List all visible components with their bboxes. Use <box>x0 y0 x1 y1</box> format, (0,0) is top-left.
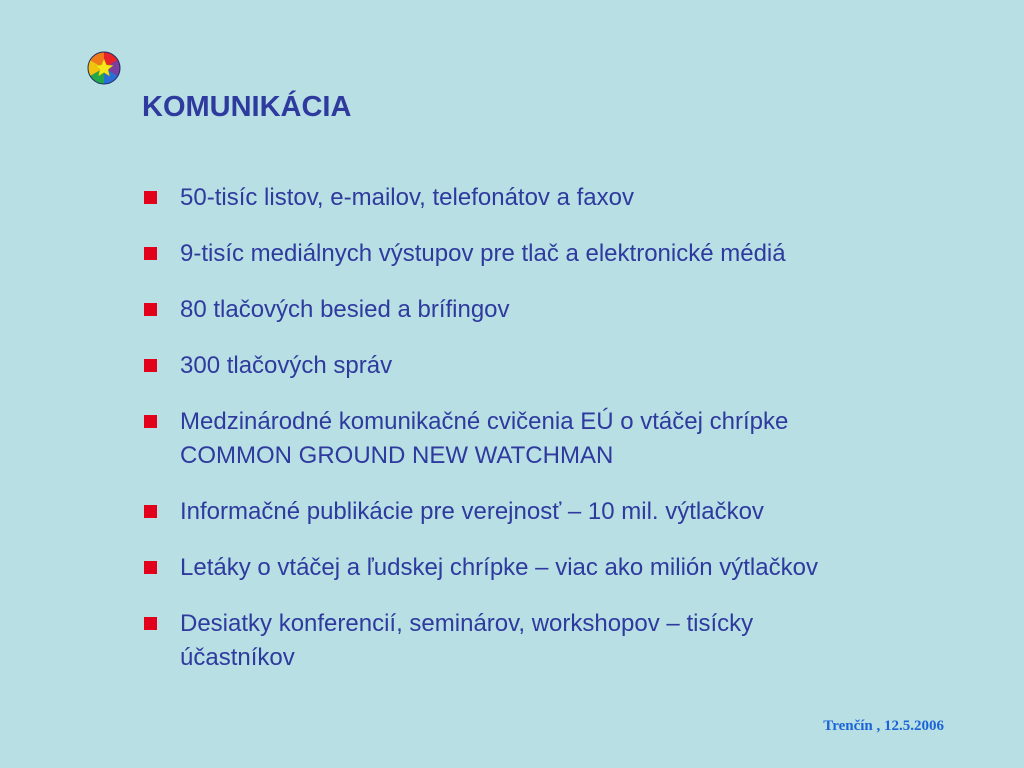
bullet-text: Letáky o vtáčej a ľudskej chrípke – viac ako milión výtlačkov <box>180 554 818 581</box>
slide-title: KOMUNIKÁCIA <box>142 91 352 123</box>
list-item <box>142 551 972 585</box>
list-item <box>142 293 972 327</box>
list-item <box>142 237 972 271</box>
logo-icon <box>87 51 121 85</box>
bullet-text: 300 tlačových správ <box>180 352 393 379</box>
list-item <box>142 349 972 383</box>
bullet-text: 50-tisíc listov, e-mailov, telefonátov a faxov <box>180 184 634 211</box>
red-square-bullet-icon <box>144 191 157 204</box>
bullet-text: Informačné publikácie pre verejnosť – 10 mil. výtlačkov <box>180 498 764 525</box>
bullet-text: 80 tlačových besied a brífingov <box>180 296 510 323</box>
red-square-bullet-icon <box>144 561 157 574</box>
red-square-bullet-icon <box>144 505 157 518</box>
bullet-text: Desiatky konferencií, seminárov, workshopov – tisícky <box>180 610 754 637</box>
red-square-bullet-icon <box>144 415 157 428</box>
bullet-text: Medzinárodné komunikačné cvičenia EÚ o vtáčej chrípke <box>180 408 789 435</box>
bullet-text: 9-tisíc mediálnych výstupov pre tlač a elektronické médiá <box>180 240 786 267</box>
red-square-bullet-icon <box>144 359 157 372</box>
bullet-text-continuation: COMMON GROUND NEW WATCHMAN <box>180 442 614 469</box>
red-square-bullet-icon <box>144 617 157 630</box>
list-item <box>142 607 972 675</box>
list-item <box>142 495 972 529</box>
red-square-bullet-icon <box>144 303 157 316</box>
list-item <box>142 181 972 215</box>
bullet-text-continuation: účastníkov <box>180 644 295 671</box>
footer-date: Trenčín , 12.5.2006 <box>823 718 944 734</box>
red-square-bullet-icon <box>144 247 157 260</box>
list-item <box>142 405 972 473</box>
bullet-list <box>142 181 972 697</box>
